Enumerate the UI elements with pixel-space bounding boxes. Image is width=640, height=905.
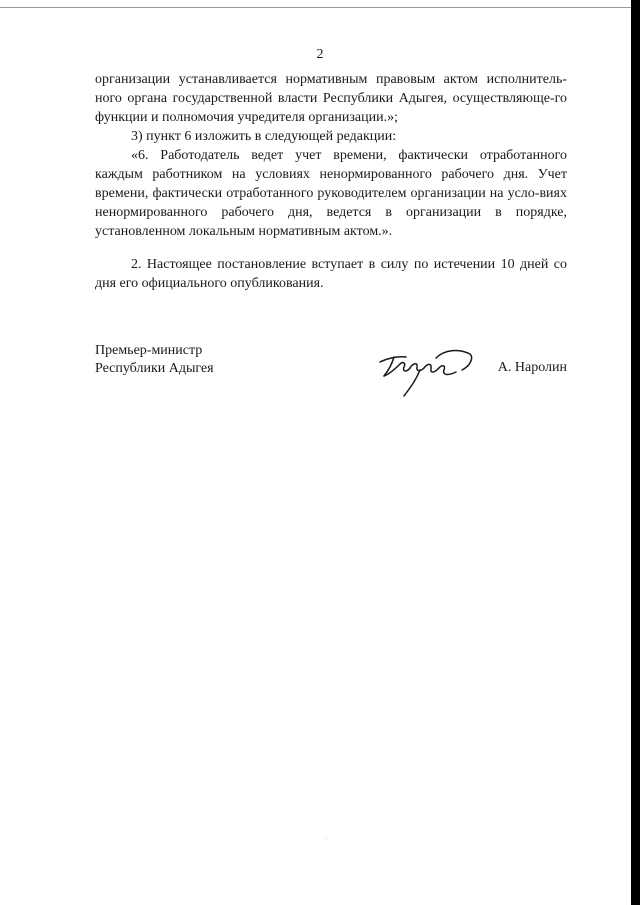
signatory-title [95, 342, 214, 378]
paragraph-item-3: 3) пункт 6 изложить в следующей редакции: [131, 129, 397, 144]
page-number: 2 [316, 47, 324, 62]
document-body [95, 70, 567, 293]
paragraph-item-6-quote: «6. Работодатель ведет учет времени, фактически отработанного каждым работником на условиях ненормированного рабочего дня. Учет времени, фактически отработанного руководителем организации на усло-виях ненормированного рабочего дня, ведется в организации в порядке, установленном локальным нормативным актом.». [95, 148, 567, 239]
signer-name: А. Наролин [497, 360, 567, 375]
signatory-title-line2: Республики Адыгея [95, 361, 214, 376]
scan-edge-shadow [631, 0, 640, 905]
paragraph-effective-date: 2. Настоящее постановление вступает в силу по истечении 10 дней со дня его официального опубликования. [95, 257, 567, 291]
scan-speck [326, 838, 327, 839]
top-edge-line [0, 7, 640, 8]
paragraph-continuation: организации устанавливается нормативным правовым актом исполнитель-ного органа государственной власти Республики Адыгея, осуществляюще-го функции и полномочия учредителя организации.»; [95, 72, 567, 125]
handwritten-signature [376, 342, 476, 400]
signatory-title-line1: Премьер-министр [95, 343, 203, 358]
